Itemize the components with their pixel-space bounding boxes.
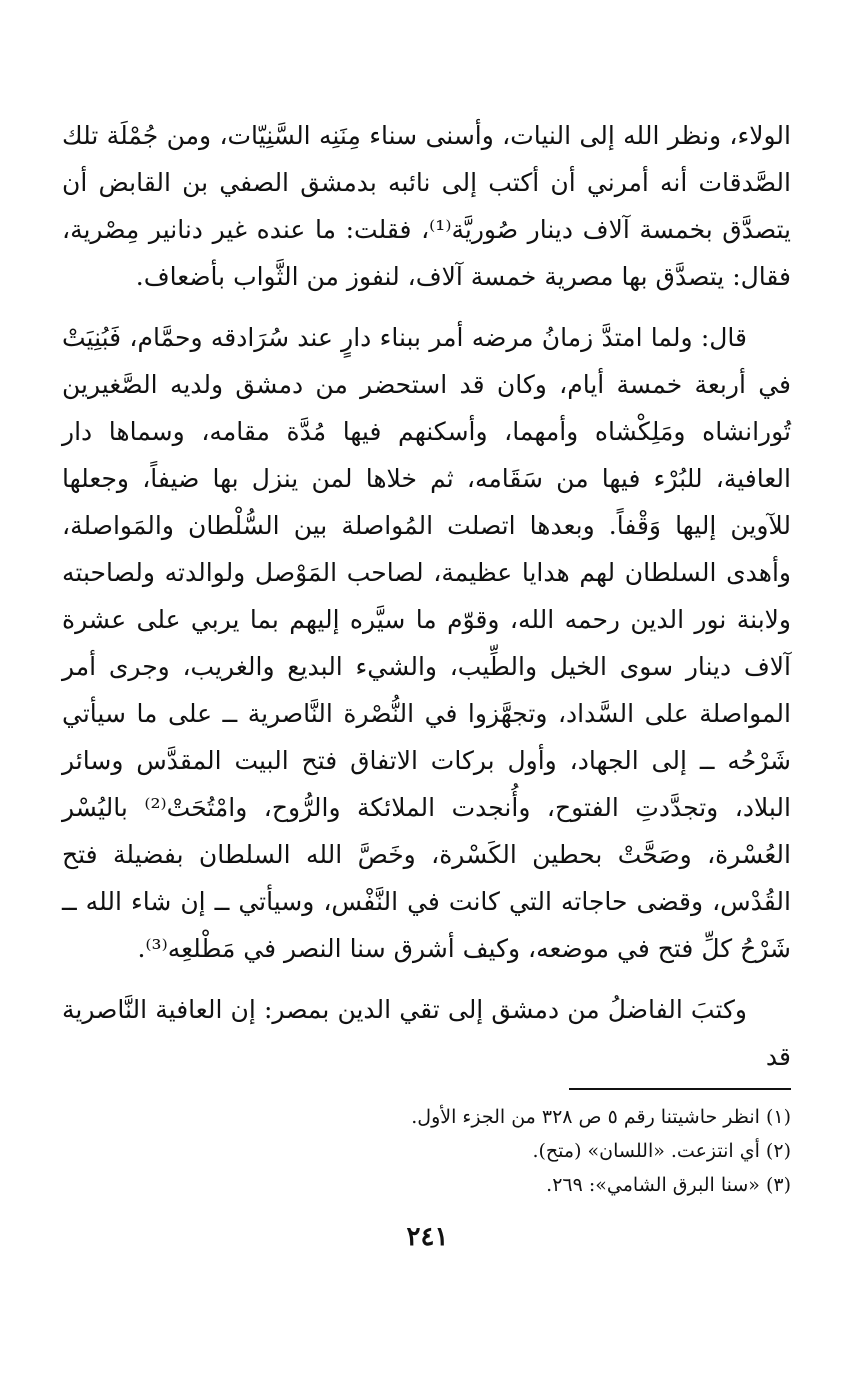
footnote-2: (٢) أي انتزعت. «اللسان» (متح).: [532, 1140, 791, 1162]
paragraph-3: وكتبَ الفاضلُ من دمشق إلى تقي الدين بمصر: إن العافية النَّاصرية قد: [62, 995, 791, 1071]
footnotes: [62, 1100, 791, 1202]
paragraph-2: قال: ولما امتدَّ زمانُ مرضه أمر ببناء دارٍ عند سُرَادقه وحمَّام، فَبُنِيَتْ في أربعة خمسة أيام، وكان قد استحضر من دمشق ولديه الصَّغيرين تُورانشاه ومَلِكْشاه وأمهما، وأسكنهم فيها مُدَّة مقامه، وسماها دار العافية، للبُرْء فيها من سَقَامه، ثم خلاها لمن ينزل بها ضيفاً، وجعلها للآوين إليها وَقْفاً. وبعدها اتصلت المُواصلة بين السُّلْطان والمَواصلة، وأهدى السلطان لهم هدايا عظيمة، لصاحب المَوْصل ولوالدته ولصاحبته ولابنة نور الدين رحمه الله، وقوّم ما سيَّره إليهم بما يربي على عشرة آلاف دينار سوى الخيل والطِّيب، والشيء البديع والغريب، وجرى أمر المواصلة على السَّداد، وتجهَّزوا في النُّصْرة النَّاصرية ــ على ما سيأتي شَرْحُه ــ إلى الجهاد، وأول بركات الاتفاق فتح البيت المقدَّس وسائر البلاد، وتجدَّدتِ الفتوح، وأُنجدت الملائكة والرُّوح، وامْتُحَتْ⁽²⁾ باليُسْر العُسْرة، وصَحَّتْ بحطين الكَسْرة، وخَصَّ الله السلطان بفضيلة فتح القُدْس، وقضى حاجاته التي كانت في النَّفْس، وسيأتي ــ إن شاء الله ــ شَرْحُ كلِّ فتح في موضعه، وكيف أشرق سنا النصر في مَطْلعِه⁽³⁾.: [62, 323, 791, 963]
footnote-divider: [569, 1088, 791, 1090]
paragraph-1: الولاء، ونظر الله إلى النيات، وأسنى سناء مِنَنِه السَّنِيّات، ومن جُمْلَة تلك الصَّدقات أنه أمرني أن أكتب إلى نائبه بدمشق الصفي بن القابض أن يتصدَّق بخمسة آلاف دينار صُوريَّة⁽¹⁾، فقلت: ما عنده غير دنانير مِصْرية، فقال: يتصدَّق بها مصرية خمسة آلاف، لنفوز من الثَّواب بأضعاف.: [62, 121, 792, 291]
footnote-3: (٣) «سنا البرق الشامي»: ٢٦٩.: [546, 1174, 791, 1196]
footnote-1: (١) انظر حاشيتنا رقم ٥ ص ٣٢٨ من الجزء الأول.: [411, 1106, 791, 1128]
page-number: ٢٤١: [406, 1222, 449, 1252]
main-text: [62, 112, 791, 1080]
